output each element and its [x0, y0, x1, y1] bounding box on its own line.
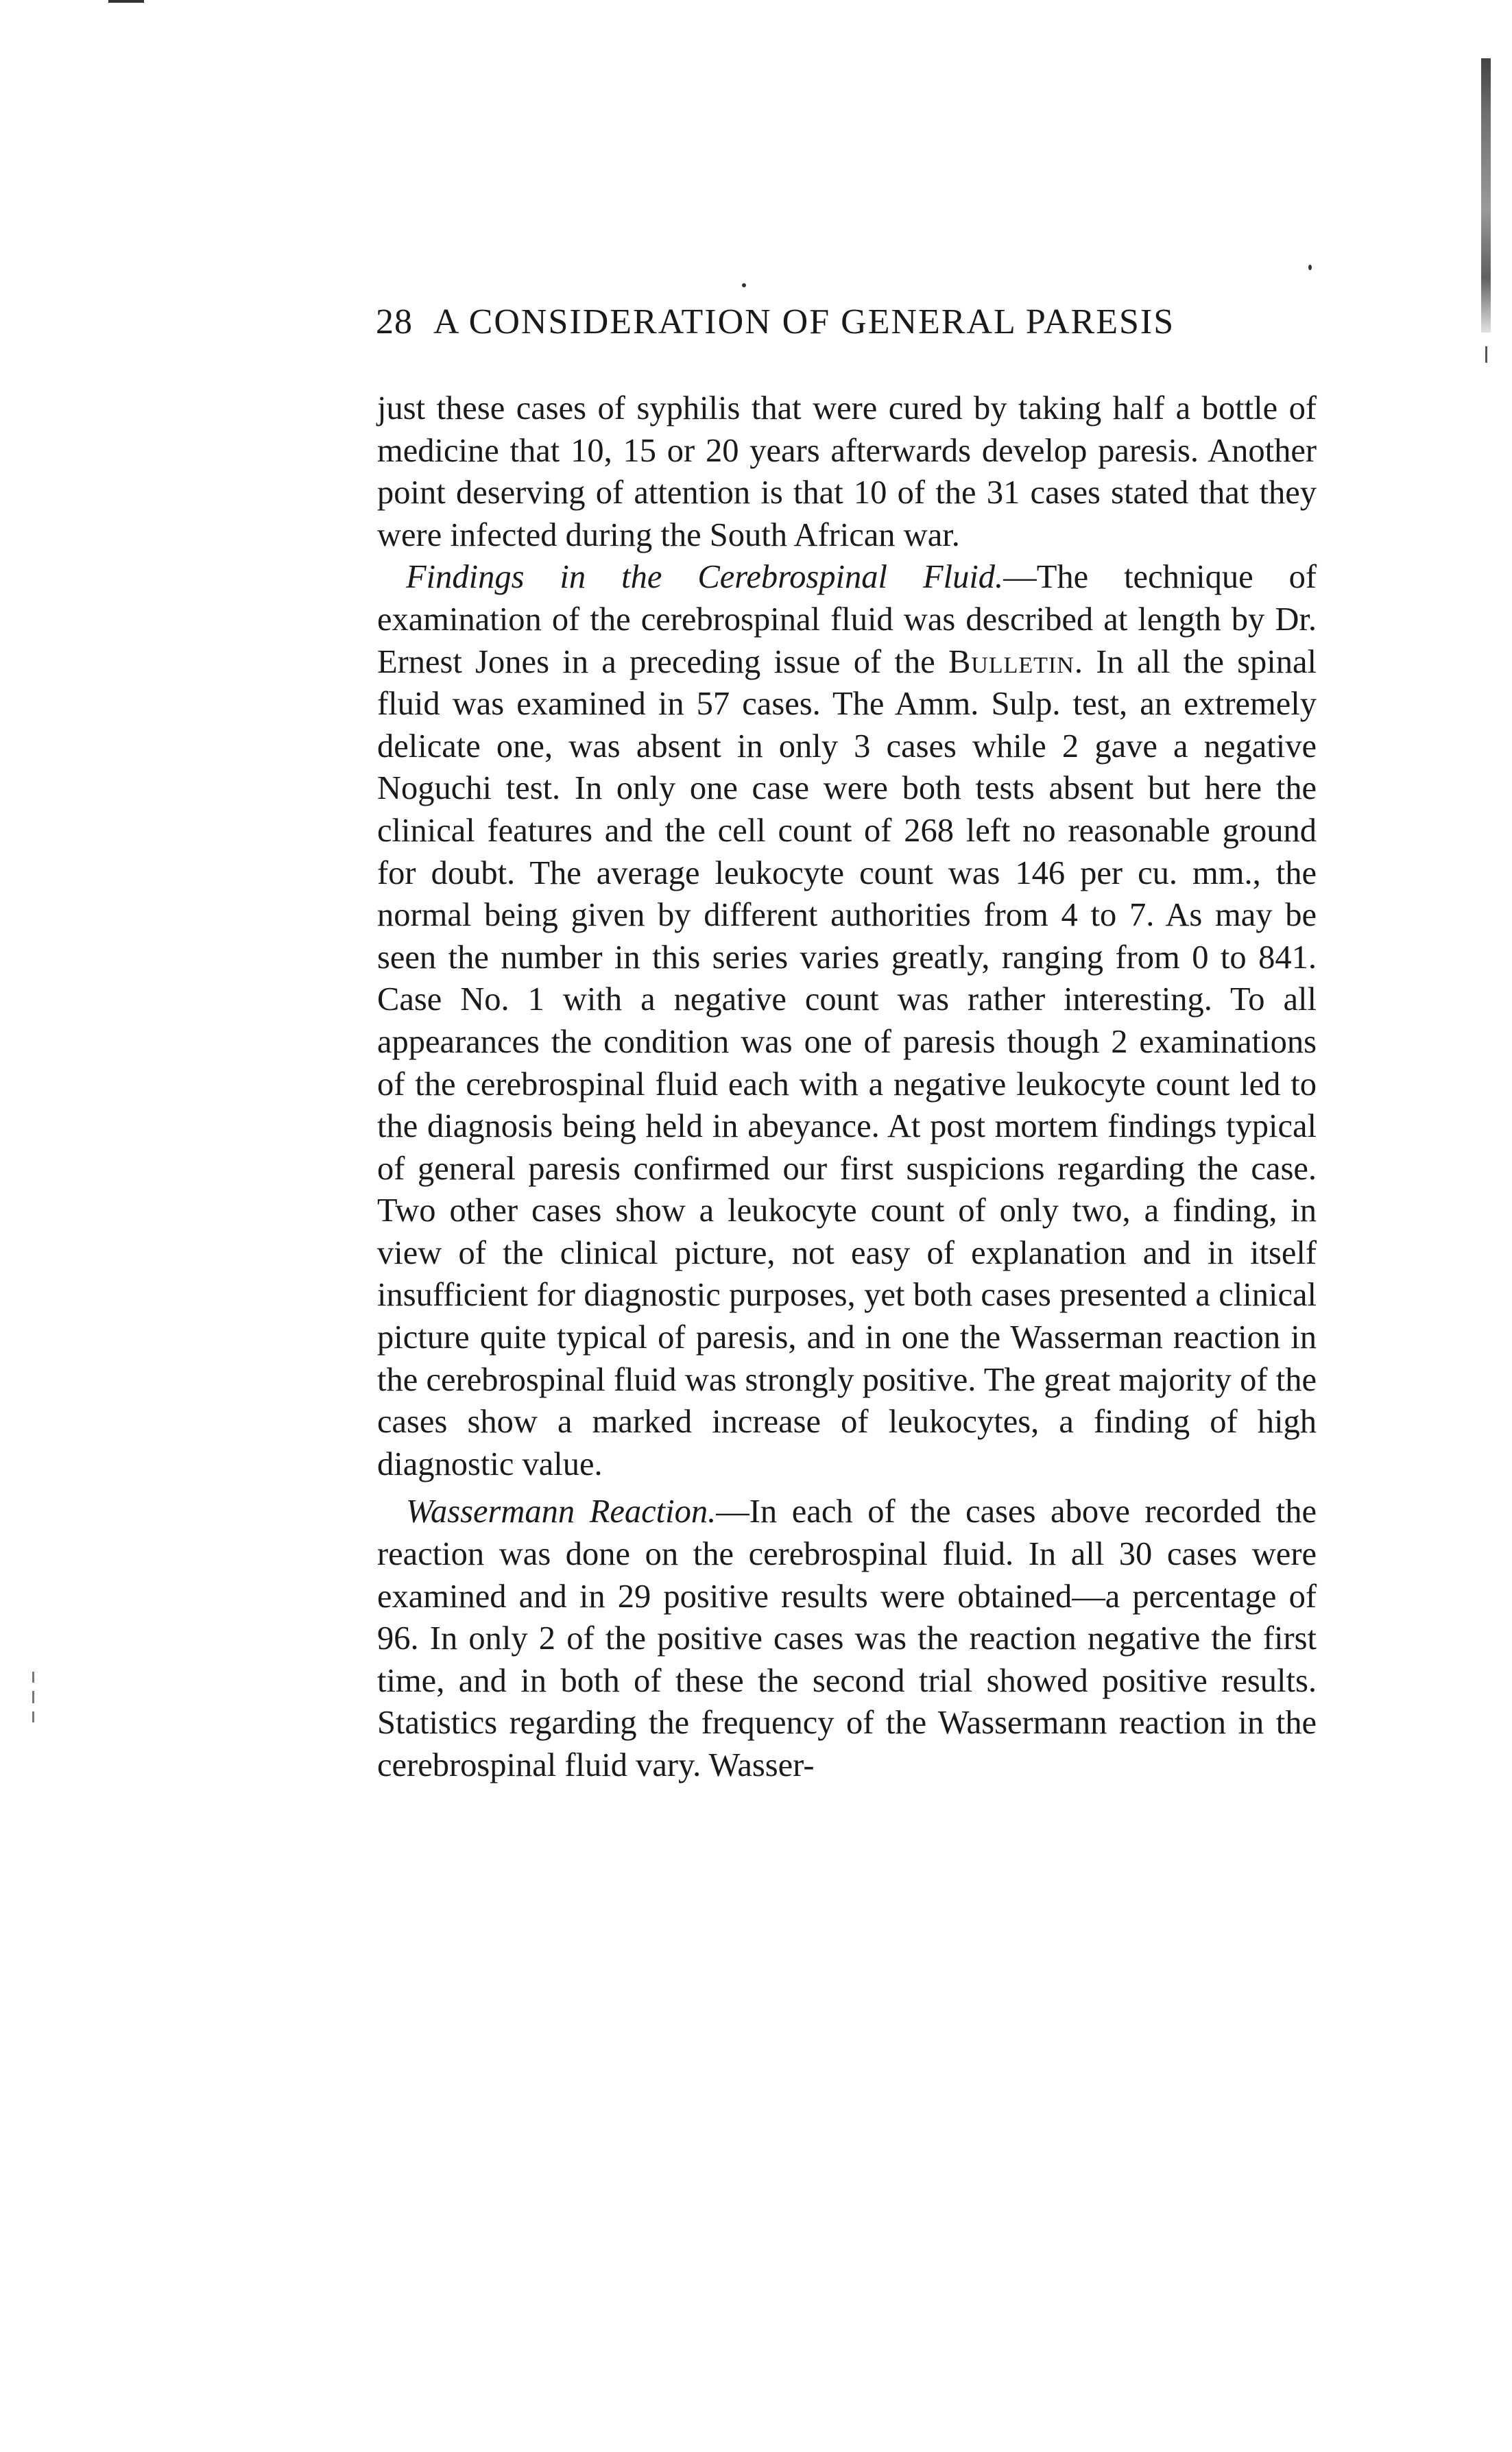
margin-tick — [32, 1672, 34, 1683]
paragraph-wassermann — [377, 1491, 1317, 1786]
paragraph-text: —The technique of examination of the cerebrospinal fluid was described at length by Dr. Ernest Jones in a preceding issue of the — [377, 559, 1317, 680]
page-number: 28 — [376, 302, 413, 341]
paragraph-csf-findings — [377, 556, 1317, 1485]
paragraph-text: just these cases of syphilis that were cured by taking half a bottle of medicine that 10, 15 or 20 years afterwards develop paresis. Another point deserving of attention is that 10 of the 31 cases stated that they were infected during the South African war. — [377, 390, 1317, 553]
ink-speck — [742, 283, 746, 287]
page-edge-mark — [1485, 346, 1487, 363]
running-title: A CONSIDERATION OF GENERAL PARESIS — [433, 302, 1175, 341]
section-heading-wassermann: Wassermann Reaction. — [406, 1493, 717, 1530]
journal-name: Bulletin — [948, 643, 1075, 680]
running-head — [376, 302, 1317, 343]
body-text — [377, 387, 1317, 1787]
section-heading-csf: Findings in the Cerebrospinal Fluid. — [406, 559, 1004, 596]
top-rule — [108, 0, 144, 3]
margin-tick — [32, 1711, 34, 1722]
paragraph-text: —In each of the cases above recorded the reaction was done on the cerebrospinal fluid. In all 30 cases were examined and in 29 positive results were obtained—a percentage of 96. In only 2 of the positive cases was the reaction negative the first time, and in both of these the second trial showed positive results. Statistics regarding the frequency of the Wassermann reaction in the cerebrospinal fluid vary. Wasser- — [377, 1493, 1317, 1783]
paragraph-continuation — [377, 387, 1317, 556]
paragraph-text: . In all the spinal fluid was examined in 57 cases. The Amm. Sulp. test, an extremely delicate one, was absent in only 3 cases while 2 gave a negative Noguchi test. In only one case were both tests absent but here the clinical features and the cell count of 268 left no reasonable ground for doubt. The average leukocyte count was 146 per cu. mm., the normal being given by different authorities from 4 to 7. As may be seen the number in this series varies greatly, ranging from 0 to 841. Case No. 1 with a negative count was rather interesting. To all appearances the condition was one of paresis though 2 examinations of the cerebrospinal fluid each with a negative leukocyte count led to the diagnosis being held in abeyance. At post mortem findings typical of general paresis confirmed our first suspicions regarding the case. Two other cases show a leukocyte count of only two, a finding, in view of the clinical picture, not easy of explanation and in itself insufficient for diagnostic purposes, yet both cases presented a clinical picture quite typical of paresis, and in one the Wasserman reaction in the cerebrospinal fluid was strongly positive. The great majority of the cases show a marked increase of leukocytes, a finding of high diagnostic value. — [377, 643, 1317, 1482]
ink-speck — [1308, 265, 1312, 270]
margin-tick — [32, 1691, 34, 1703]
page-edge-shadow — [1481, 58, 1491, 333]
